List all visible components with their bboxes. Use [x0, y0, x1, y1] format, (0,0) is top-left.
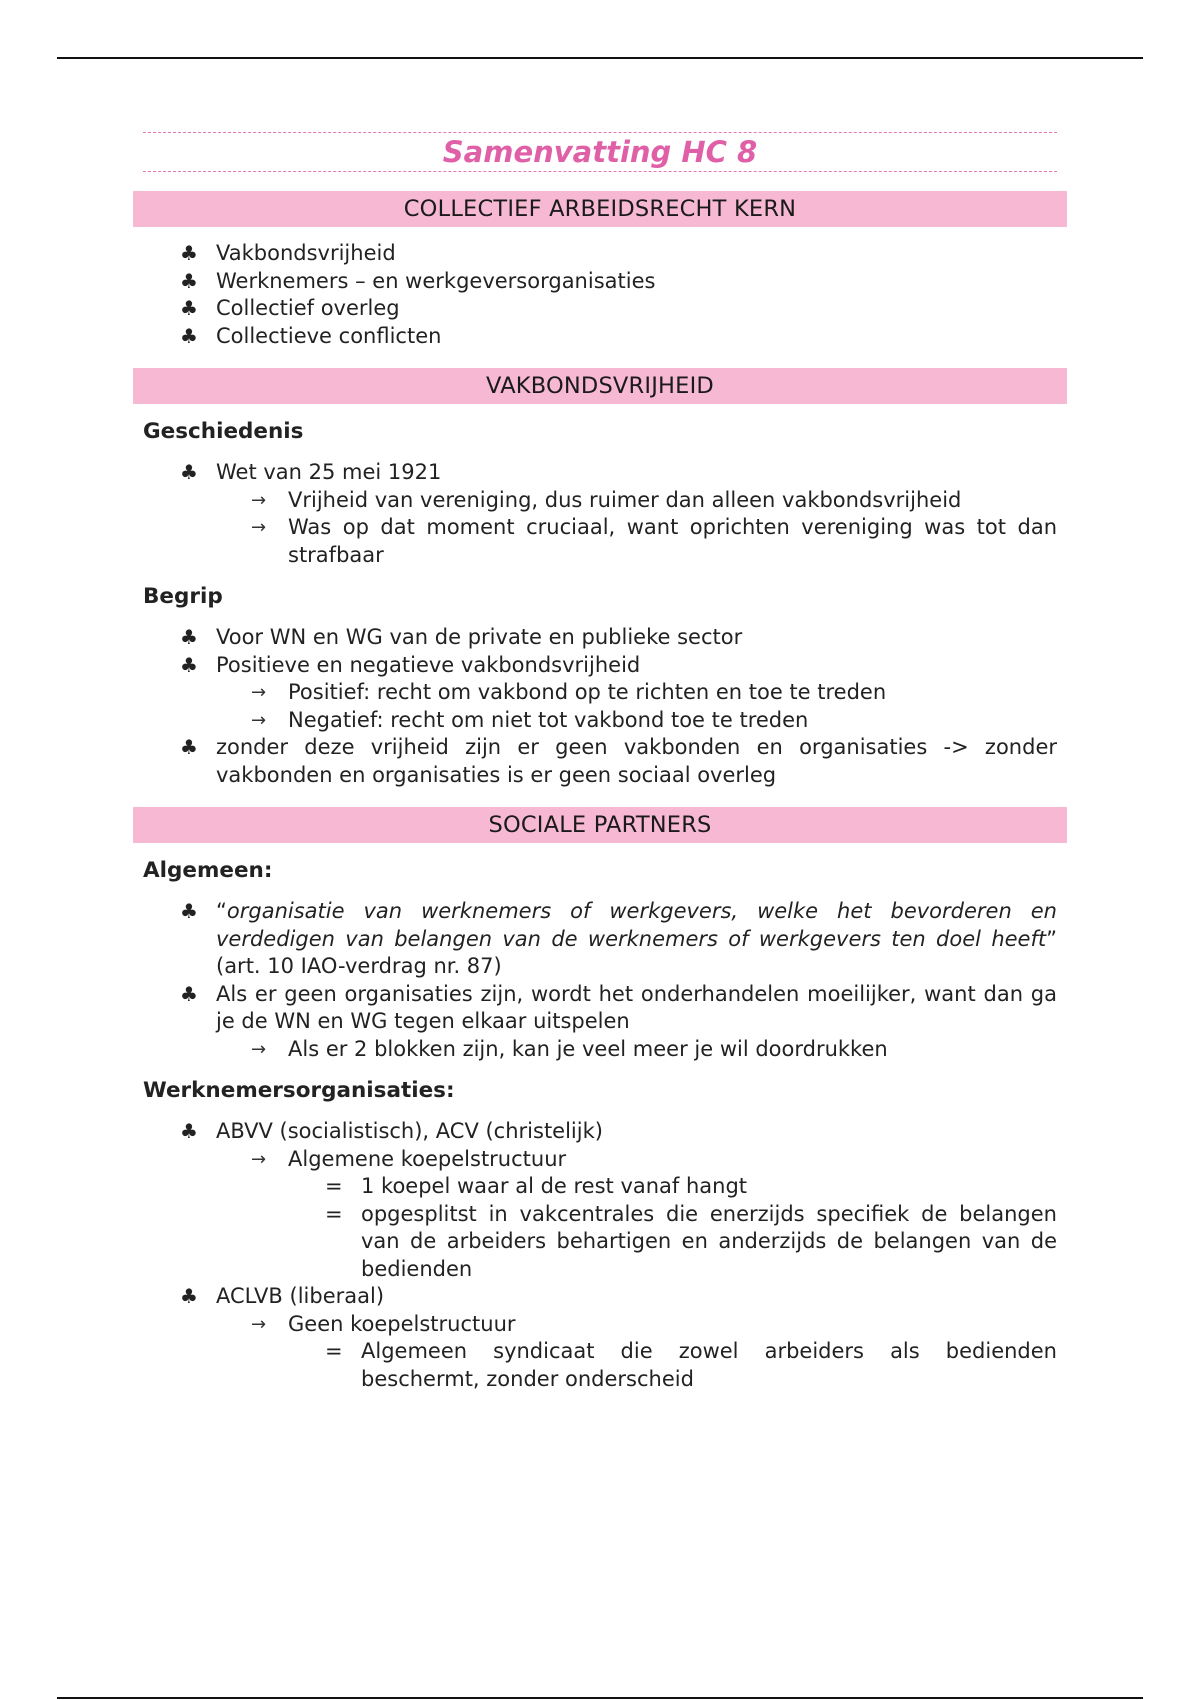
list-item: ♣ Collectief overleg — [133, 295, 1067, 323]
algemeen-list — [133, 898, 1067, 1063]
equals-marker: = — [325, 1201, 343, 1226]
arrow-right-icon: → — [251, 1313, 267, 1335]
club-bullet-icon: ♣ — [180, 241, 198, 265]
document-body — [133, 132, 1067, 1393]
club-bullet-icon: ♣ — [180, 296, 198, 320]
sub-item: → Positief: recht om vakbond op te richten en toe te treden — [133, 679, 1067, 707]
club-bullet-icon: ♣ — [180, 268, 198, 293]
club-bullet-icon: ♣ — [180, 652, 198, 677]
club-bullet-icon: ♣ — [180, 1284, 198, 1308]
sub-item: → Negatief: recht om niet tot vakbond toe te treden — [133, 707, 1067, 735]
list-item: ♣ zonder deze vrijheid zijn er geen vakbonden en organisaties -> zonder vakbonden en organisaties is er geen sociaal overleg — [180, 735, 1057, 787]
club-bullet-icon: ♣ — [180, 323, 198, 348]
subheading-geschiedenis: Geschiedenis — [143, 419, 304, 444]
club-bullet-icon: ♣ — [180, 899, 198, 923]
definition-quote: organisatie van werknemers of werkgevers, welke het bevorderen en verdedigen van belangen van de werknemers of werkgevers ten doel heeft — [216, 899, 1057, 951]
arrow-right-icon: → — [251, 1148, 267, 1170]
sub-item: → Als er 2 blokken zijn, kan je veel meer je wil doordrukken — [133, 1036, 1067, 1064]
club-bullet-icon: ♣ — [180, 460, 198, 484]
club-bullet-icon: ♣ — [180, 625, 198, 649]
list-item: ♣ “organisatie van werknemers of werkgevers, welke het bevorderen en verdedigen van belangen van de werknemers of werkgevers ten doel heeft” (art. 10 IAO-verdrag nr. 87) — [180, 899, 1057, 978]
list-item: ♣ Voor WN en WG van de private en publieke sector — [133, 624, 1067, 652]
begrip-list — [133, 624, 1067, 789]
list-item: ♣ ABVV (socialistisch), ACV (christelijk) — [133, 1118, 1067, 1146]
arrow-right-icon: → — [251, 517, 267, 538]
arrow-right-icon: → — [251, 489, 267, 511]
list-item: ♣ Wet van 25 mei 1921 — [133, 459, 1067, 487]
subheading-begrip: Begrip — [143, 584, 223, 609]
sub-item: → Algemene koepelstructuur — [133, 1146, 1067, 1174]
sub-sub-item: = opgesplitst in vakcentrales die enerzijds specifiek de belangen van de arbeiders behartigen en anderzijds de belangen van de bedienden — [325, 1201, 1057, 1281]
sub-item: → Was op dat moment cruciaal, want oprichten vereniging was tot dan strafbaar — [251, 515, 1057, 567]
club-bullet-icon: ♣ — [180, 735, 198, 759]
section-heading-kern: COLLECTIEF ARBEIDSRECHT KERN — [133, 191, 1067, 227]
list-item: ♣ Positieve en negatieve vakbondsvrijheid — [133, 652, 1067, 680]
equals-marker: = — [325, 1339, 343, 1363]
equals-marker: = — [325, 1174, 343, 1198]
list-item: ♣ ACLVB (liberaal) — [133, 1283, 1067, 1311]
kern-list — [133, 240, 1067, 350]
list-item: ♣ Als er geen organisaties zijn, wordt het onderhandelen moeilijker, want dan ga je de WN en WG tegen elkaar uitspelen — [180, 981, 1057, 1033]
werknemersorganisaties-list — [133, 1118, 1067, 1393]
title-box — [143, 132, 1057, 172]
bottom-page-rule — [57, 1697, 1143, 1699]
sub-item: → Vrijheid van vereniging, dus ruimer dan alleen vakbondsvrijheid — [133, 487, 1067, 515]
arrow-right-icon: → — [251, 1038, 267, 1060]
page-title: Samenvatting HC 8 — [442, 135, 758, 169]
sub-item: → Geen koepelstructuur — [133, 1311, 1067, 1339]
sub-sub-item: = 1 koepel waar al de rest vanaf hangt — [133, 1173, 1067, 1201]
section-heading-vakbondsvrijheid: VAKBONDSVRIJHEID — [133, 368, 1067, 404]
subheading-algemeen: Algemeen: — [143, 858, 273, 883]
list-item: ♣ Vakbondsvrijheid — [133, 240, 1067, 268]
arrow-right-icon: → — [251, 709, 267, 731]
section-heading-sociale-partners: SOCIALE PARTNERS — [133, 807, 1067, 843]
top-page-rule — [57, 57, 1143, 59]
club-bullet-icon: ♣ — [180, 1119, 198, 1143]
arrow-right-icon: → — [251, 682, 267, 703]
geschiedenis-list — [133, 459, 1067, 569]
subheading-werknemersorganisaties: Werknemersorganisaties: — [143, 1078, 455, 1103]
list-item: ♣ Werknemers – en werkgeversorganisaties — [133, 268, 1067, 296]
club-bullet-icon: ♣ — [180, 981, 198, 1006]
sub-sub-item: = Algemeen syndicaat die zowel arbeiders als bedienden beschermt, zonder onderscheid — [325, 1339, 1057, 1391]
list-item: ♣ Collectieve conflicten — [133, 323, 1067, 351]
